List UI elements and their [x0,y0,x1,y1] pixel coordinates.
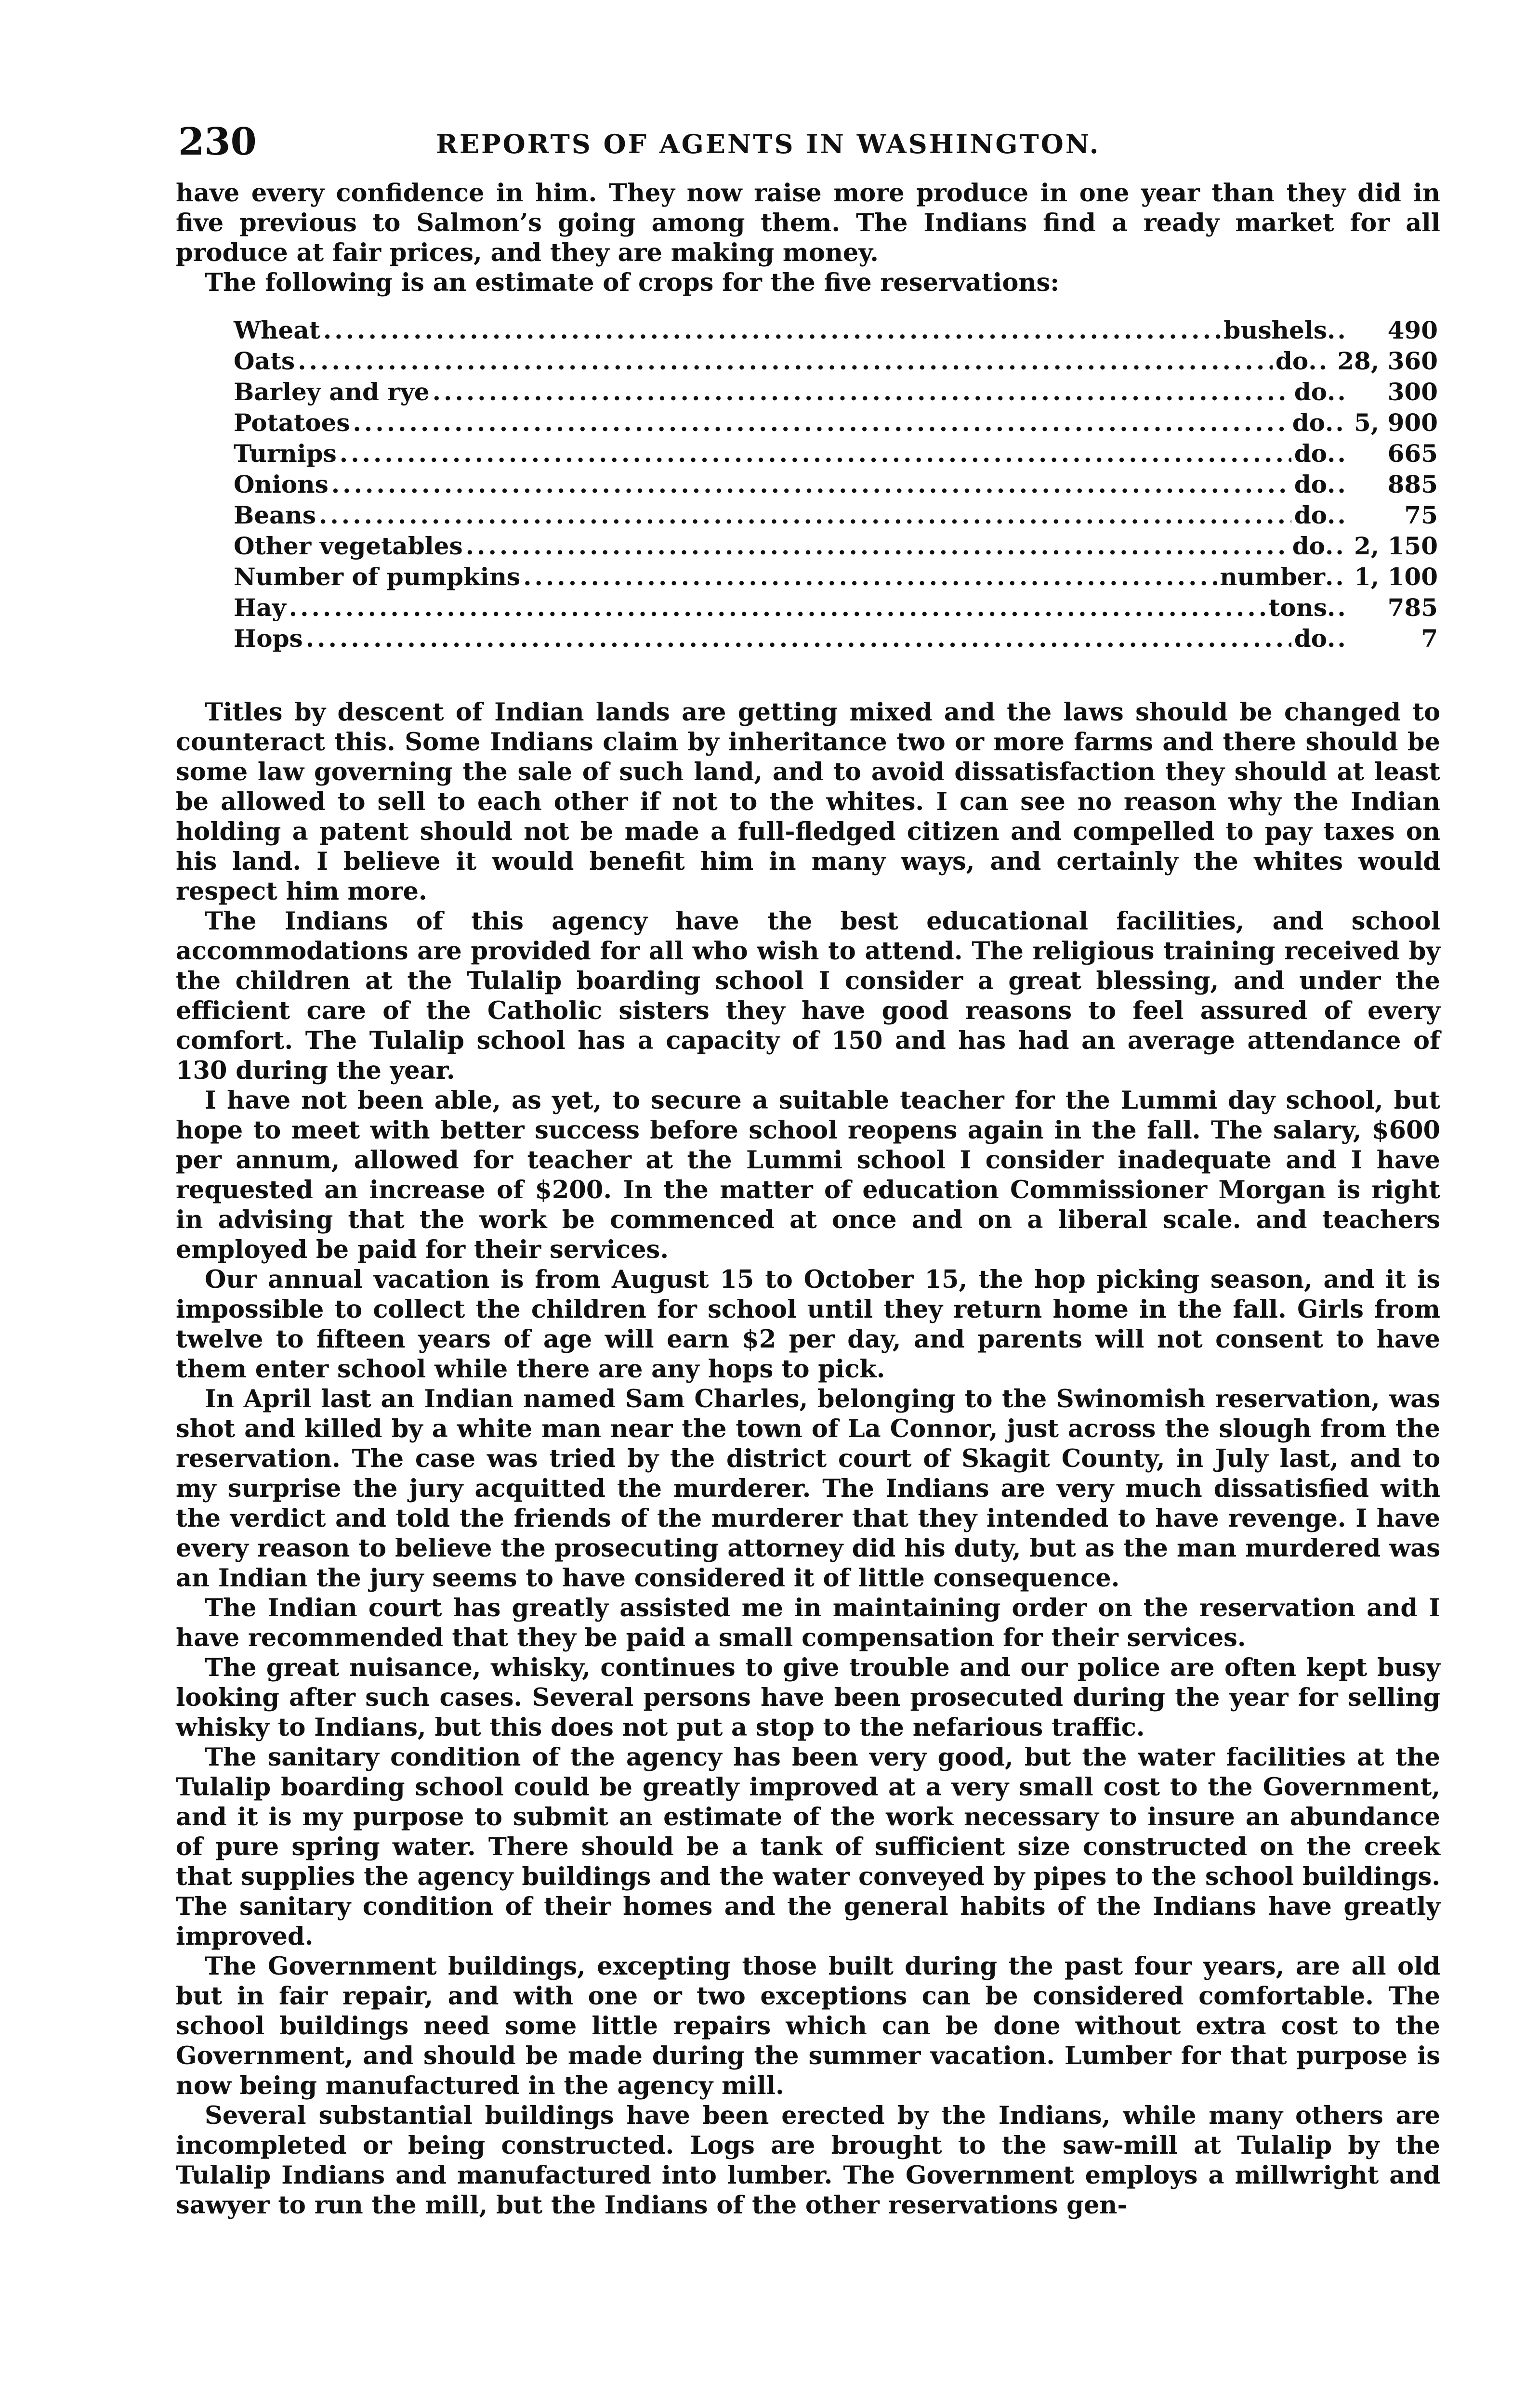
crop-row-hay [234,592,1438,623]
crops-intro-paragraph: The following is an estimate of crops for the five reservations: [205,268,1060,297]
crop-name: Beans [234,501,316,529]
crop-row-onions [234,469,1438,500]
crop-value: 300 [1387,378,1438,406]
dot-leader [340,438,1291,469]
dot-leader [1327,623,1356,654]
crop-unit: do [1294,501,1327,529]
dot-leader [1327,592,1356,623]
crop-unit: do [1292,532,1326,560]
intro-text [176,178,1440,298]
dot-leader [1327,438,1356,469]
paragraph-sanitary-condition: The sanitary condition of the agency has been very good, but the water facilities at the Tulalip boarding school could be greatly improved at a very small cost to the Government, and it is my purpose to submit an estimate of the work necessary to insure an abundance of pure spring water. There should be a tank of sufficient size constructed on the creek that supplies the agency buildings and the water conveyed by pipes to the school buildings. The sanitary condition of their homes and the general habits of the Indians have greatly improved. [176,1743,1440,1951]
paragraph-saw-mill: Several substantial buildings have been erected by the Indians, while many others are incompleted or being constructed. Logs are brought to the saw-mill at Tulalip by the Tulalip Indians and manufactured into lumber. The Government employs a millwright and sawyer to run the mill, but the Indians of the other reservations gen- [176,2101,1440,2220]
crop-unit: do [1294,378,1327,406]
body-text [176,697,1440,2220]
crop-name: Other vegetables [234,532,463,560]
crop-unit: do [1294,439,1327,468]
paragraph-government-buildings: The Government buildings, excepting those built during the past four years, are all old but in fair repair, and with one or two exceptions can be considered comfortable. The school buildings need some little repairs which can be done without extra cost to the Government, and should be made during the summer vacation. Lumber for that purpose is now being manufactured in the agency mill. [176,1952,1440,2100]
paragraph-land-titles: Titles by descent of Indian lands are getting mixed and the laws should be changed to counteract this. Some Indians claim by inheritance two or more farms and there should be some law governing the sale of such land, and to avoid dissatisfaction they should at least be allowed to sell to each other if not to the whites. I can see no reason why the Indian holding a patent should not be made a full-fledged citizen and compelled to pay taxes on his land. I believe it would benefit him in many ways, and certainly the whites would respect him more. [176,698,1440,906]
crop-unit: do [1275,347,1309,375]
crop-row-wheat [234,315,1438,346]
dot-leader [1327,377,1356,407]
crop-name: Barley and rye [234,378,430,406]
crop-unit: do [1294,624,1327,653]
paragraph-whisky: The great nuisance, whisky, continues to give trouble and our police are often kept busy looking after such cases. Several persons have been prosecuted during the year for selling whisky to Indians, but this does not put a stop to the nefarious traffic. [176,1653,1440,1742]
crop-value: 490 [1387,316,1438,344]
crop-name: Oats [234,347,295,375]
dot-leader [289,592,1266,623]
paragraph-lummi-teacher: I have not been able, as yet, to secure a suitable teacher for the Lummi day school, but hope to meet with better success before school reopens again in the fall. The salary, $600 per annum, allowed for teacher at the Lummi school I consider inadequate and I have requested an increase of $200. In the matter of education Commissioner Morgan is right in advising that the work be commenced at once and on a liberal scale. and teachers employed be paid for their services. [176,1086,1440,1264]
document-page [176,120,1440,2220]
crop-unit: tons [1269,593,1327,622]
page-number: 230 [178,120,257,164]
crop-estimate-table [234,315,1438,654]
dot-leader [323,315,1221,346]
crop-row-turnips [234,438,1438,469]
dot-leader [433,377,1291,407]
crop-row-beans [234,500,1438,531]
dot-leader [1325,407,1354,438]
crop-value: 5, 900 [1354,408,1438,437]
crop-name: Potatoes [234,408,350,437]
crop-name: Wheat [234,316,320,344]
crop-row-oats [234,346,1438,377]
dot-leader [1325,562,1354,592]
crop-value: 75 [1404,501,1438,529]
paragraph-indian-court: The Indian court has greatly assisted me in maintaining order on the reservation and I have recommended that they be paid a small compensation for their services. [176,1594,1440,1652]
crop-unit: do [1294,470,1327,498]
dot-leader [466,531,1289,562]
dot-leader [1325,531,1354,562]
running-head: REPORTS OF AGENTS IN WASHINGTON. [436,129,1101,159]
crop-value: 785 [1387,593,1438,622]
crop-name: Number of pumpkins [234,563,521,591]
page-header [176,120,1440,178]
crop-unit: bushels [1223,316,1327,344]
crop-row-number-of-pumpkins [234,562,1438,592]
dot-leader [353,407,1289,438]
crop-value: 7 [1421,624,1438,653]
dot-leader [1327,469,1356,500]
dot-leader [298,346,1273,377]
intro-paragraph: have every confidence in him. They now raise more produce in one year than they did in five previous to Salmon’s going among them. The Indians find a ready market for all produce at fair prices, and they are making money. [176,179,1440,267]
crop-value: 1, 100 [1354,563,1438,591]
dot-leader [1327,500,1356,531]
crop-name: Hops [234,624,303,653]
dot-leader [306,623,1291,654]
crop-value: 28, 360 [1337,347,1438,375]
dot-leader [523,562,1217,592]
crop-name: Onions [234,470,329,498]
dot-leader [331,469,1291,500]
crop-value: 2, 150 [1354,532,1438,560]
paragraph-vacation: Our annual vacation is from August 15 to October 15, the hop picking season, and it is impossible to collect the children for school until they return home in the fall. Girls from twelve to fifteen years of age will earn $2 per day, and parents will not consent to have them enter school while there are any hops to pick. [176,1265,1440,1384]
paragraph-education: The Indians of this agency have the best educational facilities, and school accommodations are provided for all who wish to attend. The religious training received by the children at the Tulalip boarding school I consider a great blessing, and under the efficient care of the Catholic sisters they have good reasons to feel assured of every comfort. The Tulalip school has a capacity of 150 and has had an average attendance of 130 during the year. [176,907,1440,1085]
section-spacer [176,654,1440,697]
paragraph-sam-charles-case: In April last an Indian named Sam Charles, belonging to the Swinomish reservation, was shot and killed by a white man near the town of La Connor, just across the slough from the reservation. The case was tried by the district court of Skagit County, in July last, and to my surprise the jury acquitted the murderer. The Indians are very much dissatisfied with the verdict and told the friends of the murderer that they intended to have revenge. I have every reason to believe the prosecuting attorney did his duty, but as the man murdered was an Indian the jury seems to have considered it of little consequence. [176,1385,1440,1593]
crop-row-barley-and-rye [234,377,1438,407]
dot-leader [319,500,1291,531]
crop-row-potatoes [234,407,1438,438]
dot-leader [1327,315,1356,346]
crop-name: Turnips [234,439,337,468]
crop-value: 665 [1387,439,1438,468]
crop-row-other-vegetables [234,531,1438,562]
crop-value: 885 [1387,470,1438,498]
crop-name: Hay [234,593,286,622]
crop-unit: number [1220,563,1326,591]
crop-unit: do [1292,408,1326,437]
dot-leader [1308,346,1337,377]
crop-row-hops [234,623,1438,654]
